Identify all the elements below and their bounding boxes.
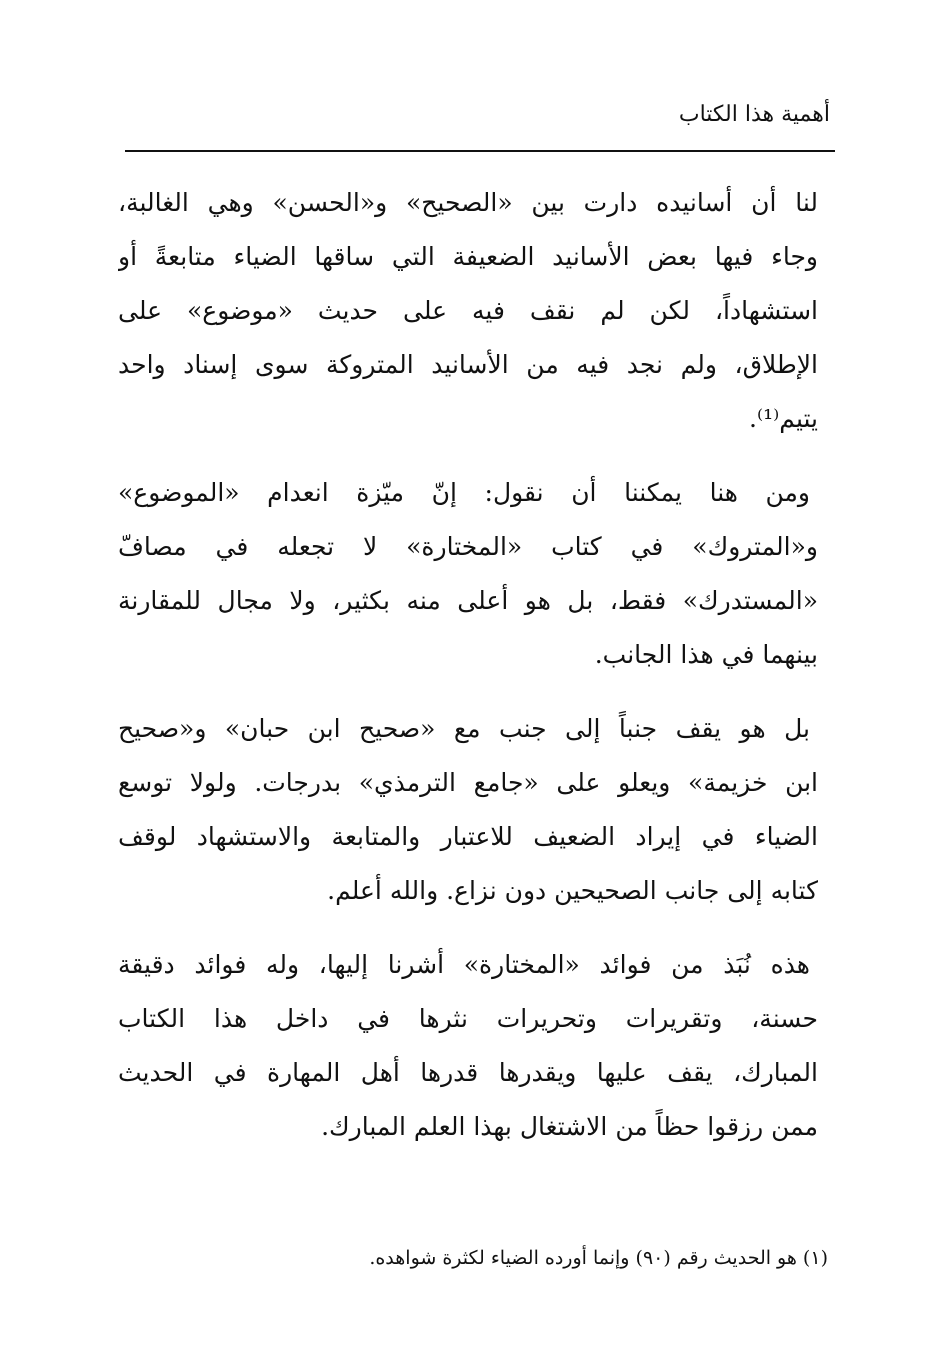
paragraph-2	[118, 466, 818, 682]
paragraph-4	[118, 938, 818, 1154]
running-title: أهمية هذا الكتاب	[678, 102, 830, 127]
header-rule	[125, 150, 835, 152]
text-line: استشهاداً، لكن لم نقف فيه على حديث «موضوع» على	[118, 296, 818, 325]
text-line: بينهما في هذا الجانب.	[594, 640, 818, 669]
text-line: المبارك، يقف عليها ويقدرها قدرها أهل المهارة في الحديث	[118, 1058, 818, 1087]
paragraph-1	[118, 176, 818, 446]
text-line: حسنة، وتقريرات وتحريرات نثرها في داخل هذا الكتاب	[118, 1004, 818, 1033]
body-text	[118, 176, 818, 1174]
text-line: «المستدرك» فقط، بل هو أعلى منه بكثير، ولا مجال للمقارنة	[118, 586, 818, 615]
text-line: بل هو يقف جنباً إلى جنب مع «صحيح ابن حبان» و«صحيح	[118, 714, 810, 743]
text-line: يتيم⁽¹⁾.	[749, 404, 818, 433]
paragraph-3	[118, 702, 818, 918]
text-line: كتابه إلى جانب الصحيحين دون نزاع. والله أعلم.	[327, 876, 818, 905]
text-line: لنا أن أسانيده دارت بين «الصحيح» و«الحسن» وهي الغالبة،	[118, 188, 818, 217]
text-line: ومن هنا يمكننا أن نقول: إنّ ميّزة انعدام «الموضوع»	[118, 478, 810, 507]
text-line: ابن خزيمة» ويعلو على «جامع الترمذي» بدرجات. ولولا توسع	[118, 768, 818, 797]
text-line: الضياء في إيراد الضعيف للاعتبار والمتابعة والاستشهاد لوقف	[118, 822, 818, 851]
text-line: وجاء فيها بعض الأسانيد الضعيفة التي ساقها الضياء متابعةً أو	[118, 242, 818, 271]
text-line: و«المتروك» في كتاب «المختارة» لا تجعله في مصافّ	[118, 532, 818, 561]
text-line: ممن رزقوا حظاً من الاشتغال بهذا العلم المبارك.	[321, 1112, 818, 1141]
text-line: الإطلاق، ولم نجد فيه من الأسانيد المتروكة سوى إسناد واحد	[118, 350, 818, 379]
footnote: (١) هو الحديث رقم (٩٠) وإنما أورده الضياء لكثرة شواهده.	[369, 1247, 828, 1269]
text-line: هذه نُبَذ من فوائد «المختارة» أشرنا إليها، وله فوائد دقيقة	[118, 950, 810, 979]
